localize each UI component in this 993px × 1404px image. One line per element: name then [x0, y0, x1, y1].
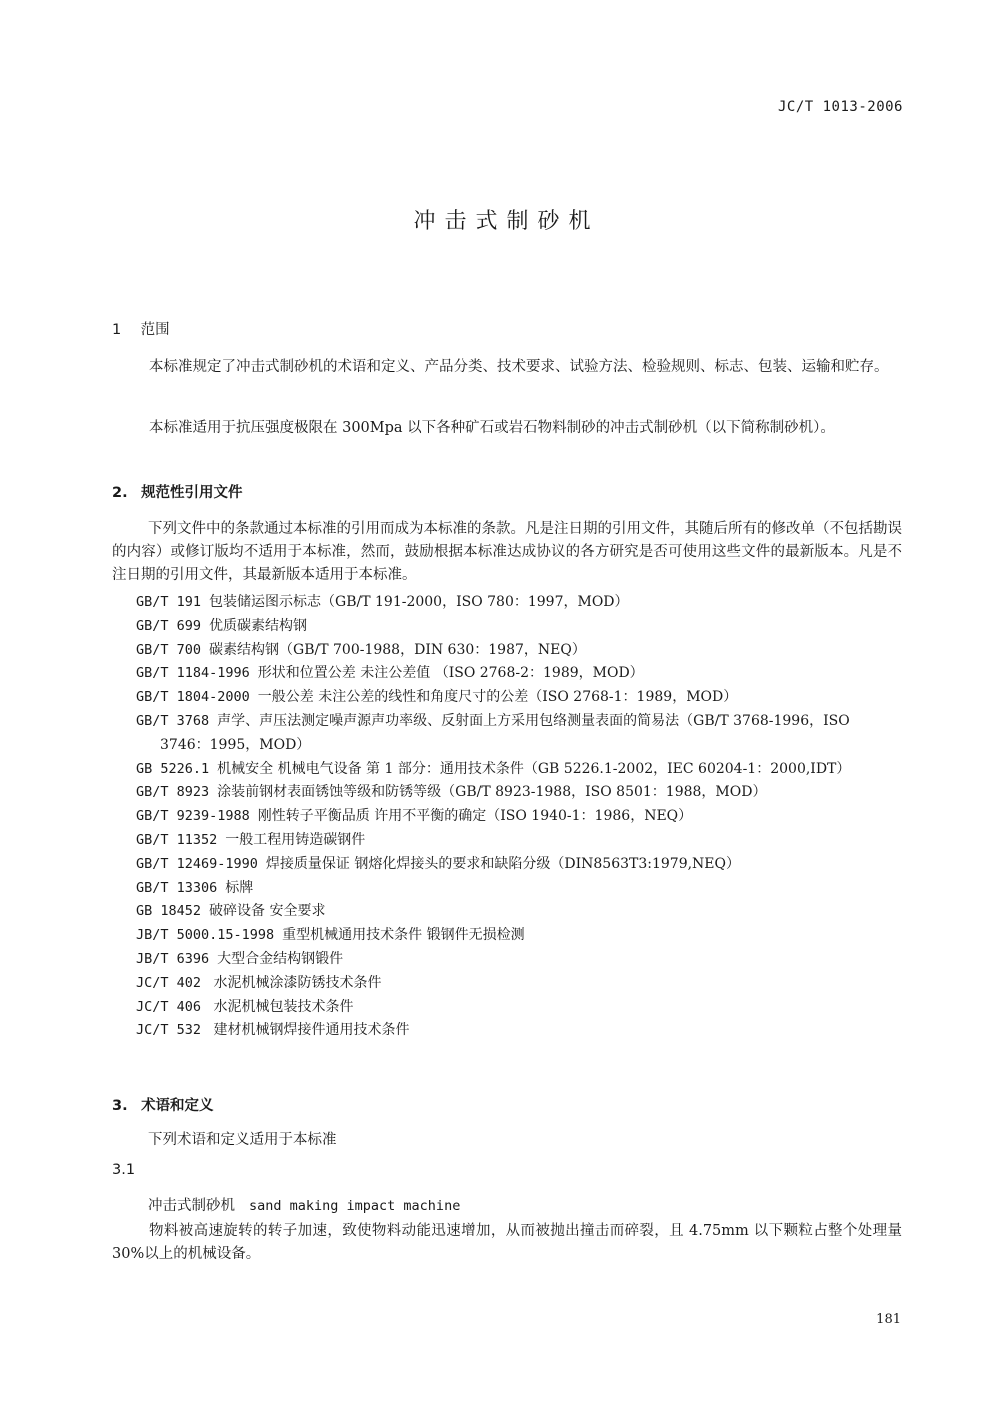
reference-item: [136, 877, 902, 901]
reference-item: [136, 829, 902, 853]
reference-code: JC/T 532: [136, 1022, 202, 1039]
reference-code: GB 5226.1: [136, 760, 210, 777]
reference-title: 形状和位置公差 未注公差值 （ISO 2768-2：1989，MOD）: [257, 665, 644, 682]
reference-item: [136, 662, 902, 686]
reference-code: JC/T 402: [136, 974, 202, 991]
reference-title: 优质碳素结构钢: [209, 617, 308, 634]
reference-code: GB 18452: [136, 903, 202, 920]
reference-title: 水泥机械包装技术条件: [209, 998, 354, 1015]
reference-item: [136, 805, 902, 829]
reference-item: [136, 710, 902, 758]
reference-code: GB/T 11352: [136, 831, 218, 848]
reference-title: 涂装前钢材表面锈蚀等级和防锈等级（GB/T 8923-1988，ISO 8501：1988，MOD）: [217, 784, 767, 801]
section-number: 3.: [112, 1098, 128, 1114]
reference-title: 重型机械通用技术条件 锻钢件无损检测: [282, 927, 525, 944]
section-number: 1: [112, 322, 122, 338]
reference-title: 破碎设备 安全要求: [209, 903, 326, 920]
section-2-heading: [112, 481, 243, 502]
term-english: sand making impact machine: [249, 1198, 461, 1214]
reference-item: [136, 948, 902, 972]
section-3-heading: [112, 1094, 214, 1115]
reference-code: GB/T 1184-1996: [136, 665, 250, 682]
reference-item: [136, 639, 902, 663]
section-1-paragraph: 本标准适用于抗压强度极限在 300Mpa 以下各种矿石或岩石物料制砂的冲击式制砂机（以下简称制砂机）。: [149, 420, 835, 436]
reference-title: 建材机械钢焊接件通用技术条件: [209, 1022, 410, 1039]
reference-title: 刚性转子平衡品质 许用不平衡的确定（ISO 1940-1：1986，NEQ）: [257, 808, 693, 825]
reference-code: GB/T 1804-2000: [136, 689, 250, 706]
section-1-heading: [112, 318, 170, 339]
reference-title: 碳素结构钢（GB/T 700-1988，DIN 630：1987，NEQ）: [209, 641, 586, 658]
reference-code: GB/T 191: [136, 594, 202, 610]
page-number: 181: [876, 1312, 901, 1327]
document-code: JC/T 1013-2006: [777, 99, 903, 115]
reference-item: [136, 686, 902, 710]
reference-item: [136, 924, 902, 948]
page-title: 冲击式制砂机: [413, 209, 600, 234]
reference-item: [136, 996, 902, 1020]
reference-title: 大型合金结构钢锻件: [217, 950, 344, 967]
reference-code: GB/T 3768: [136, 712, 210, 729]
reference-code: JB/T 5000.15-1998: [136, 927, 275, 944]
section-number: 2.: [112, 485, 128, 501]
reference-code: GB/T 13306: [136, 879, 218, 896]
reference-title: 水泥机械涂漆防锈技术条件: [209, 974, 382, 991]
reference-item: [136, 591, 902, 615]
reference-code: GB/T 699: [136, 617, 202, 634]
section-title: 术语和定义: [141, 1098, 214, 1114]
reference-title: 声学、声压法测定噪声源声功率级、反射面上方采用包络测量表面的简易法（GB/T 3768-1996，ISO 3746：1995，MOD）: [160, 712, 850, 753]
reference-list: [112, 591, 902, 1043]
reference-title: 包装储运图示标志（GB/T 191-2000，ISO 780：1997，MOD）: [209, 594, 629, 610]
reference-item: [136, 781, 902, 805]
section-3-intro: 下列术语和定义适用于本标准: [148, 1132, 337, 1148]
reference-item: [136, 900, 902, 924]
subsection-number: 3.1: [112, 1162, 136, 1178]
reference-code: JC/T 406: [136, 998, 202, 1015]
reference-title: 机械安全 机械电气设备 第 1 部分：通用技术条件（GB 5226.1-2002，IEC 60204-1：2000,IDT）: [217, 760, 851, 777]
section-title: 规范性引用文件: [141, 485, 243, 501]
section-title: 范围: [140, 322, 170, 338]
reference-title: 焊接质量保证 钢熔化焊接头的要求和缺陷分级（DIN8563T3:1979,NEQ）: [265, 855, 740, 872]
section-1-paragraph: 本标准规定了冲击式制砂机的术语和定义、产品分类、技术要求、试验方法、检验规则、标志、包装、运输和贮存。: [149, 359, 889, 375]
reference-code: JB/T 6396: [136, 950, 210, 967]
reference-title: 标牌: [225, 879, 254, 896]
reference-item: [136, 615, 902, 639]
reference-title: 一般公差 未注公差的线性和角度尺寸的公差（ISO 2768-1：1989，MOD）: [257, 689, 738, 706]
reference-code: GB/T 8923: [136, 784, 210, 801]
reference-item: [136, 972, 902, 996]
reference-code: GB/T 700: [136, 641, 202, 658]
reference-item: [136, 1019, 902, 1043]
section-2-intro: 下列文件中的条款通过本标准的引用而成为本标准的条款。凡是注日期的引用文件，其随后所有的修改单（不包括勘误的内容）或修订版均不适用于本标准，然而，鼓励根据本标准达成协议的各方研究是否可使用这些文件的最新版本。凡是不注日期的引用文件，其最新版本适用于本标准。: [112, 521, 902, 583]
reference-title: 一般工程用铸造碳钢件: [225, 831, 366, 848]
reference-code: GB/T 9239-1988: [136, 808, 250, 825]
reference-code: GB/T 12469-1990: [136, 855, 258, 872]
term-chinese: 冲击式制砂机: [148, 1198, 235, 1214]
reference-item: [136, 853, 902, 877]
term-entry: [148, 1194, 460, 1215]
reference-item: [136, 758, 902, 782]
term-definition: 物料被高速旋转的转子加速，致使物料动能迅速增加，从而被抛出撞击而碎裂，且 4.75mm 以下颗粒占整个处理量 30%以上的机械设备。: [112, 1223, 902, 1262]
